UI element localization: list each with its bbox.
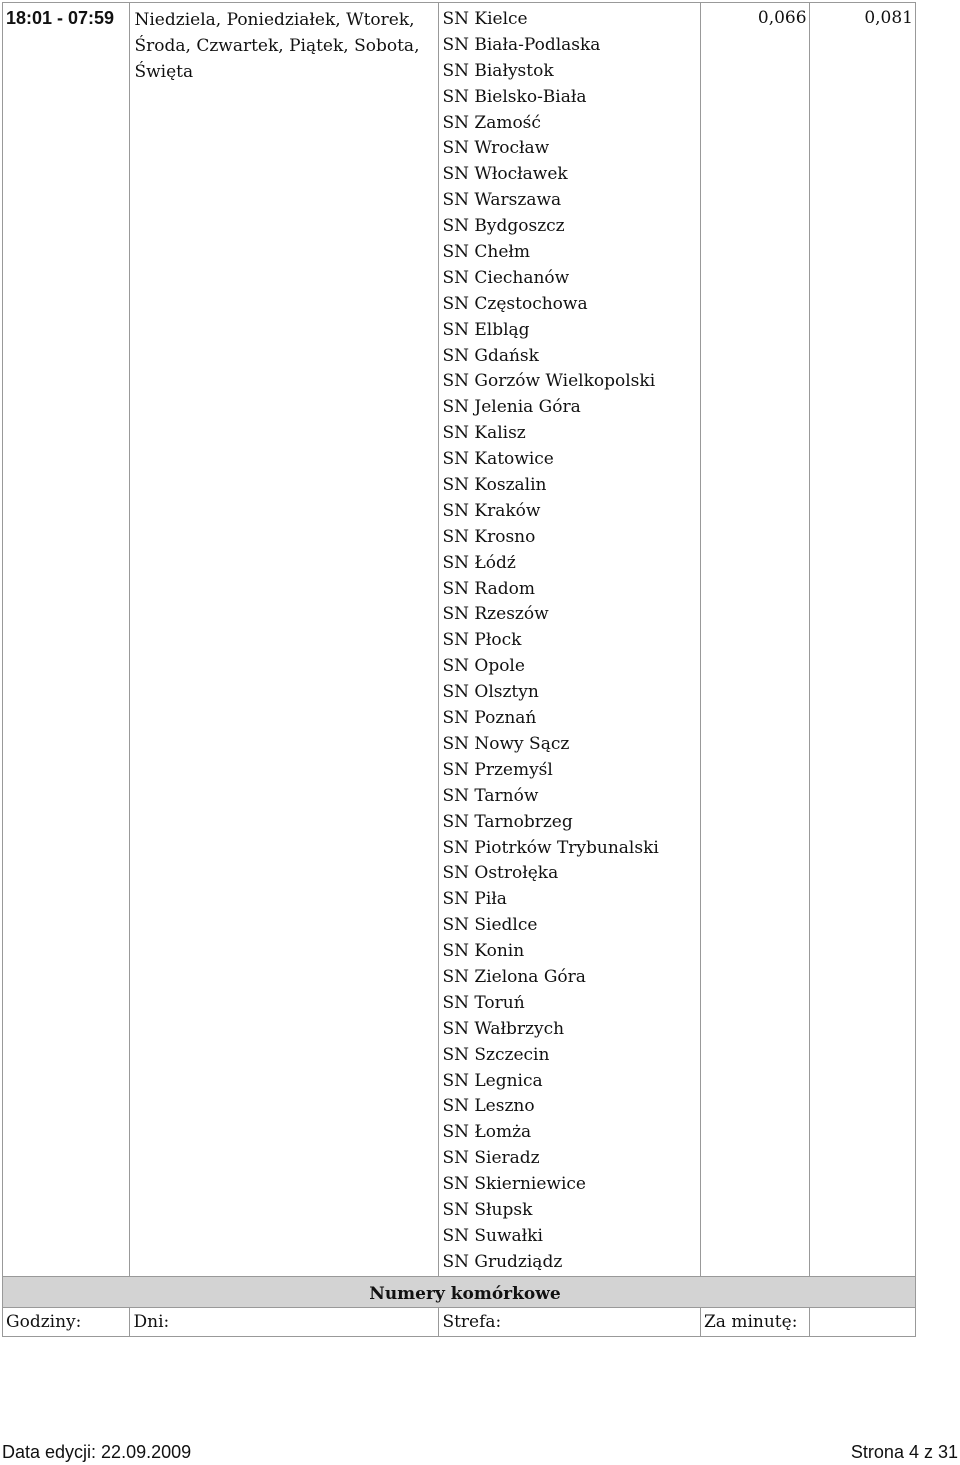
zone-item: SN Toruń <box>442 992 525 1013</box>
days-line: Niedziela, Poniedziałek, Wtorek, <box>134 10 415 30</box>
zone-item: SN Wrocław <box>442 138 550 159</box>
price-value-2: 0,081 <box>864 8 913 28</box>
zone-item: SN Elbląg <box>442 319 530 340</box>
section-cell <box>3 1276 916 1307</box>
header-days: Dni: <box>133 1311 170 1332</box>
page-number: Strona 4 z 31 <box>850 1442 958 1462</box>
price-cell-1 <box>701 3 810 1277</box>
zone-item: SN Płock <box>442 630 522 651</box>
zone-item: SN Warszawa <box>442 190 562 211</box>
zone-item: SN Gorzów Wielkopolski <box>442 371 656 392</box>
header-row <box>3 1307 916 1336</box>
zone-item: SN Bydgoszcz <box>442 216 565 237</box>
zone-item: SN Ostrołęka <box>442 863 559 884</box>
header-hours: Godziny: <box>6 1311 82 1332</box>
zone-item: SN Łomża <box>442 1122 532 1143</box>
zone-item: SN Częstochowa <box>442 293 588 314</box>
zone-item: SN Radom <box>442 578 535 599</box>
zone-item: SN Skierniewice <box>442 1174 586 1195</box>
price-value-1: 0,066 <box>757 8 807 28</box>
zone-item: SN Łódź <box>442 552 516 573</box>
zone-item: SN Grudziądz <box>442 1251 563 1272</box>
header-empty-cell <box>809 1307 915 1336</box>
zone-item: SN Zielona Góra <box>442 966 586 987</box>
zone-item: SN Piła <box>442 889 507 910</box>
zone-item: SN Jelenia Góra <box>442 397 581 418</box>
zones-cell <box>439 3 701 1277</box>
zone-item: SN Sieradz <box>442 1148 540 1169</box>
zone-item: SN Leszno <box>442 1096 535 1117</box>
zone-item: SN Przemyśl <box>442 759 553 780</box>
zone-item: SN Słupsk <box>442 1199 533 1220</box>
zone-item: SN Wałbrzych <box>442 1018 565 1039</box>
days-line: Środa, Czwartek, Piątek, Sobota, <box>134 36 420 56</box>
zone-item: SN Poznań <box>442 708 537 729</box>
days-line: Święta <box>134 62 194 82</box>
zone-item: SN Nowy Sącz <box>442 733 570 754</box>
edit-date: Data edycji: 22.09.2009 <box>2 1442 192 1462</box>
zone-item: SN Katowice <box>442 449 554 470</box>
zone-item: SN Białystok <box>442 60 554 81</box>
zone-item: SN Chełm <box>442 242 531 263</box>
zone-item: SN Legnica <box>442 1070 543 1091</box>
zone-item: SN Ciechanów <box>442 267 570 288</box>
zone-item: SN Włocławek <box>442 164 568 185</box>
tariff-table <box>2 2 916 1337</box>
header-hours-cell <box>3 1307 130 1336</box>
section-title: Numery komórkowe <box>369 1283 561 1304</box>
zone-item: SN Piotrków Trybunalski <box>442 837 659 858</box>
zone-item: SN Zamość <box>442 112 541 133</box>
price-cell-2 <box>809 3 915 1277</box>
zone-item: SN Gdańsk <box>442 345 539 366</box>
zone-item: SN Koszalin <box>442 475 547 496</box>
header-per-minute: Za minutę: <box>704 1311 798 1332</box>
zone-item: SN Bielsko-Biała <box>442 86 587 107</box>
header-days-cell <box>130 1307 439 1336</box>
zones-list <box>442 7 700 1276</box>
zone-item: SN Rzeszów <box>442 604 549 625</box>
section-row <box>3 1276 916 1307</box>
zone-item: SN Konin <box>442 941 525 962</box>
tariff-row <box>3 3 916 1277</box>
header-per-minute-cell <box>701 1307 810 1336</box>
zone-item: SN Szczecin <box>442 1044 550 1065</box>
zone-item: SN Opole <box>442 656 525 677</box>
zone-item: SN Kraków <box>442 500 541 521</box>
zone-item: SN Suwałki <box>442 1225 543 1246</box>
zone-item: SN Tarnobrzeg <box>442 811 573 832</box>
header-zone-cell <box>439 1307 701 1336</box>
zone-item: SN Siedlce <box>442 915 538 936</box>
hours-value: 18:01 - 07:59 <box>6 8 115 28</box>
zone-item: SN Kalisz <box>442 423 526 444</box>
zone-item: SN Tarnów <box>442 785 539 806</box>
hours-cell <box>3 3 130 1277</box>
days-cell <box>130 3 439 1277</box>
header-zone: Strefa: <box>442 1311 502 1332</box>
zone-item: SN Biała-Podlaska <box>442 34 601 55</box>
zone-item: SN Krosno <box>442 526 536 547</box>
zone-item: SN Olsztyn <box>442 682 539 703</box>
zone-item: SN Kielce <box>442 9 528 29</box>
